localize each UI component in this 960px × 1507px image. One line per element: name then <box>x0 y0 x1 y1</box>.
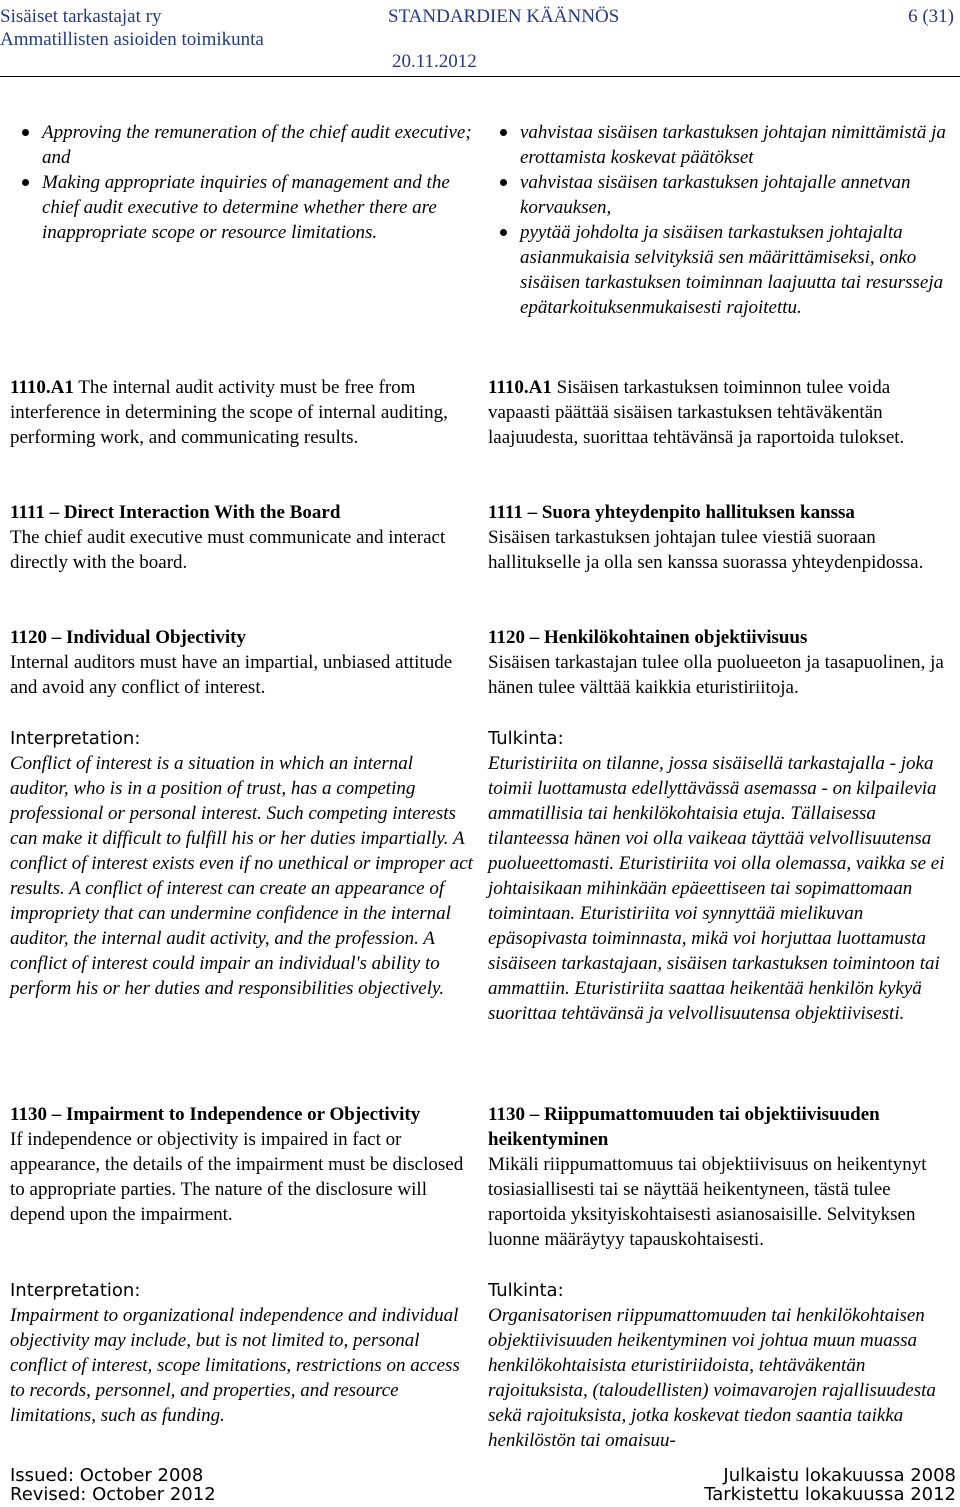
section-code: 1110.A1 <box>488 377 552 398</box>
bullet-icon <box>500 129 507 136</box>
bullet-icon <box>22 179 29 186</box>
footer-revised: Revised: October 2012 <box>10 1484 216 1505</box>
section-text: Internal auditors must have an impartial, unbiased attitude and avoid any conflict of interest. <box>10 652 453 698</box>
interpretation-text: Impairment to organizational independence and individual objectivity may include, but is not limited to, personal conflict of interest, scope limitations, restrictions on access to records, personnel, and properties, and resource limitations, such as funding. <box>10 1305 460 1426</box>
section-1120 <box>10 625 473 700</box>
header-divider <box>0 76 960 77</box>
bullet-icon <box>500 229 507 236</box>
interpretation-text: Conflict of interest is a situation in which an internal auditor, who is in a position of trust, has a competing professional or personal interest. Such competing interests can make it difficult to fulfill his or her duties impartially. A conflict of interest exists even if no unethical or improper act results. A conflict of interest can create an appearance of impropriety that can undermine confidence in the internal auditor, the internal audit activity, and the profession. A conflict of interest could impair an individual's ability to perform his or her duties and responsibilities objectively. <box>10 753 473 999</box>
list-item: vahvistaa sisäisen tarkastuksen johtajalle annetvan korvauksen, <box>520 170 951 220</box>
interpretation-label: Interpretation: <box>10 728 141 749</box>
section-text: If independence or objectivity is impaired in fact or appearance, the details of the impairment must be disclosed to appropriate parties. The nature of the disclosure will depend upon the impairment. <box>10 1129 464 1225</box>
list-item: Approving the remuneration of the chief audit executive; and <box>42 120 473 170</box>
section-1130 <box>10 1102 473 1227</box>
section-1130 <box>488 1102 951 1252</box>
section-code: 1110.A1 <box>10 377 74 398</box>
section-heading: 1130 – Impairment to Independence or Objectivity <box>10 1104 421 1125</box>
page-number: 6 (31) <box>908 6 954 27</box>
section-1110-a1 <box>10 375 473 450</box>
section-text: The chief audit executive must communicate and interact directly with the board. <box>10 527 446 573</box>
section-1120 <box>488 625 951 700</box>
list-item: vahvistaa sisäisen tarkastuksen johtajan nimittämistä ja erottamista koskevat päätökset <box>520 120 951 170</box>
bullet-icon <box>22 129 29 136</box>
bullet-list <box>10 120 473 245</box>
interpretation-text: Organisatorisen riippumattomuuden tai henkilökohtaisen objektiivisuuden heikentyminen voi johtua muun muassa henkilökohtaisista eturistiriidoista, tehtäväkentän rajoituksista, (taloudellisten) voimavarojen rajallisuudesta sekä rajoituksista, jotka koskevat tiedon saantia taikka henkilöstön tai omaisuu- <box>488 1305 936 1451</box>
section-text: Sisäisen tarkastuksen johtajan tulee viestiä suoraan hallitukselle ja olla sen kanssa suorassa yhteydenpidossa. <box>488 527 924 573</box>
section-text: The internal audit activity must be free from interference in determining the scope of internal auditing, performing work, and communicating results. <box>10 377 448 448</box>
bullet-icon <box>500 179 507 186</box>
footer-reviewed: Tarkistettu lokakuussa 2012 <box>704 1484 956 1505</box>
footer-issued: Issued: October 2008 <box>10 1465 204 1486</box>
org-name: Sisäiset tarkastajat ry <box>0 6 162 27</box>
section-heading: 1111 – Suora yhteydenpito hallituksen kanssa <box>488 502 855 523</box>
list-item: pyytää johdolta ja sisäisen tarkastuksen johtajalta asianmukaisia selvityksiä sen määrittämiseksi, onko sisäisen tarkastuksen toiminnan laajuutta tai resursseja epätarkoituksenmukaisesti rajoitettu. <box>520 220 951 320</box>
section-heading: 1130 – Riippumattomuuden tai objektiivisuuden heikentyminen <box>488 1104 880 1150</box>
interpretation-label: Tulkinta: <box>488 728 564 749</box>
interpretation-label: Tulkinta: <box>488 1280 564 1301</box>
section-1110-a1 <box>488 375 951 450</box>
footer-published: Julkaistu lokakuussa 2008 <box>723 1465 956 1486</box>
interpretation-label: Interpretation: <box>10 1280 141 1301</box>
section-text: Sisäisen tarkastuksen toiminnon tulee voida vapaasti päättää sisäisen tarkastuksen tehtäväkentän laajuudesta, suorittaa tehtävänsä ja raportoida tulokset. <box>488 377 905 448</box>
interpretation-1130 <box>10 1278 473 1428</box>
section-heading: 1120 – Individual Objectivity <box>10 627 246 648</box>
document-title: STANDARDIEN KÄÄNNÖS <box>388 6 620 27</box>
bullet-list <box>488 120 951 320</box>
interpretation-1130 <box>488 1278 951 1453</box>
org-committee: Ammatillisten asioiden toimikunta <box>0 29 264 50</box>
section-text: Sisäisen tarkastajan tulee olla puolueeton ja tasapuolinen, ja hänen tulee välttää kaikkia eturistiriitoja. <box>488 652 944 698</box>
section-1111 <box>488 500 951 575</box>
document-date: 20.11.2012 <box>392 51 477 72</box>
interpretation-1120 <box>10 726 473 1001</box>
section-1111 <box>10 500 473 575</box>
list-item: Making appropriate inquiries of management and the chief audit executive to determine whether there are inappropriate scope or resource limitations. <box>42 170 473 245</box>
section-heading: 1111 – Direct Interaction With the Board <box>10 502 341 523</box>
section-text: Mikäli riippumattomuus tai objektiivisuus on heikentynyt tosiasiallisesti tai se näyttää heikentyneen, tästä tulee raportoida yksityiskohtaisesti asianosaisille. Selvityksen luonne määräytyy tapauskohtaisesti. <box>488 1154 927 1250</box>
section-heading: 1120 – Henkilökohtainen objektiivisuus <box>488 627 808 648</box>
interpretation-1120 <box>488 726 951 1026</box>
interpretation-text: Eturistiriita on tilanne, jossa sisäisellä tarkastajalla - joka toimii luottamusta edellyttävässä asemassa - on kilpailevia ammatillisia tai henkilökohtaisia etuja. Tällaisessa tilanteessa hänen voi olla vaikeaa täyttää velvollisuutensa puolueettomasti. Eturistiriita voi olla olemassa, vaikka se ei johtaisikaan mihinkään epäeettiseen tai sopimattomaan toimintaan. Eturistiriita voi synnyttää mielikuvan epäsopivasta toiminnasta, mikä voi horjuttaa luottamusta sisäiseen tarkastajaan, sisäisen tarkastuksen toimintoon tai ammattiin. Eturistiriita saattaa heikentää henkilön kykyä suorittaa tehtävänsä ja velvollisuutensa objektiivisesti. <box>488 753 945 1024</box>
